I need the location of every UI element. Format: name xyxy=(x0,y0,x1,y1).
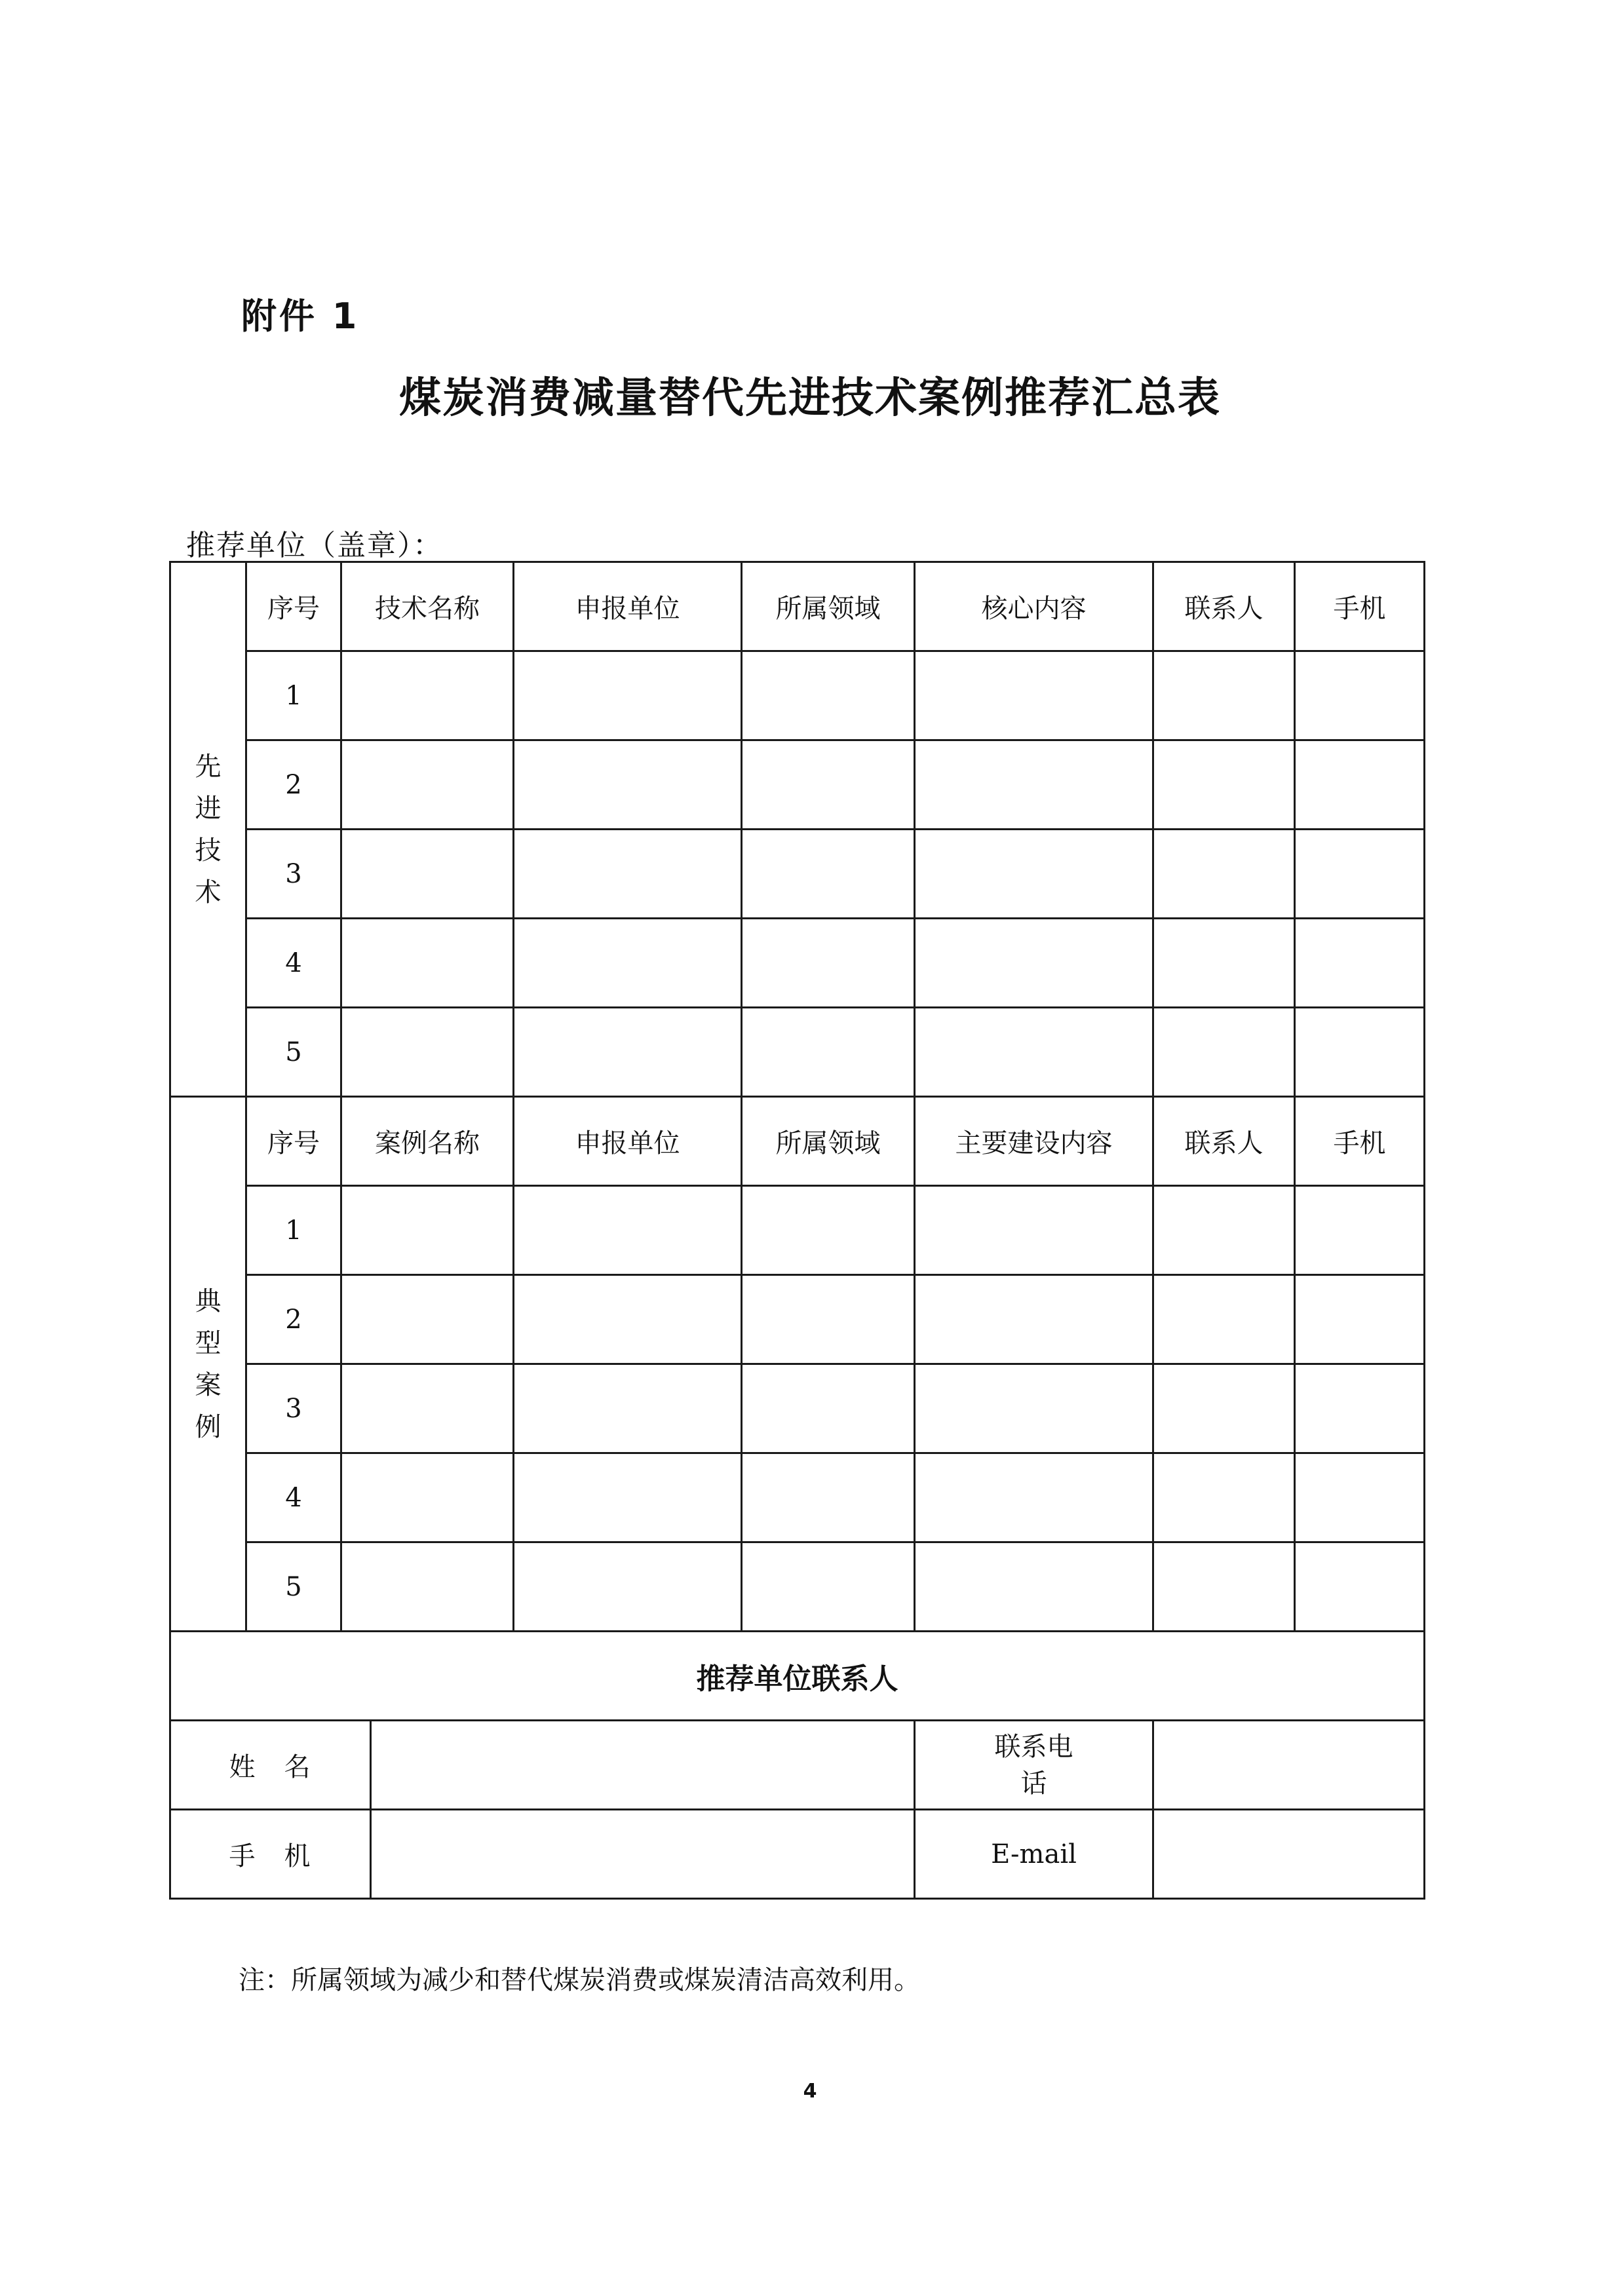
case-header-applicant: 申报单位 xyxy=(514,1097,742,1186)
table-cell xyxy=(514,740,742,830)
case-row xyxy=(170,1186,1425,1275)
table-cell xyxy=(1295,1453,1425,1542)
table-cell xyxy=(514,919,742,1008)
case-row-index: 3 xyxy=(246,1364,341,1453)
table-cell xyxy=(742,740,915,830)
tech-row-index: 3 xyxy=(246,830,341,919)
table-cell xyxy=(341,1453,514,1542)
table-cell xyxy=(742,1542,915,1632)
case-row xyxy=(170,1364,1425,1453)
table-cell xyxy=(742,830,915,919)
table-cell xyxy=(1153,919,1295,1008)
table-cell xyxy=(1153,740,1295,830)
summary-table xyxy=(169,561,1425,1900)
table-cell xyxy=(915,919,1153,1008)
table-cell xyxy=(742,1008,915,1097)
table-cell xyxy=(514,651,742,740)
case-header-mobile: 手机 xyxy=(1295,1097,1425,1186)
case-row-index: 5 xyxy=(246,1542,341,1632)
table-cell xyxy=(742,651,915,740)
table-cell xyxy=(742,1275,915,1364)
table-cell xyxy=(341,1275,514,1364)
table-cell xyxy=(742,1453,915,1542)
table-cell xyxy=(341,1364,514,1453)
table-cell xyxy=(742,1186,915,1275)
page-number: 4 xyxy=(803,2080,817,2103)
case-row xyxy=(170,1542,1425,1632)
table-cell xyxy=(915,830,1153,919)
table-cell xyxy=(514,830,742,919)
tech-row xyxy=(170,1008,1425,1097)
contact-title-row xyxy=(170,1632,1425,1721)
tech-header-field: 所属领域 xyxy=(742,562,915,651)
recommending-unit-label: 推荐单位（盖章）： xyxy=(186,529,443,562)
contact-name-value xyxy=(371,1721,915,1810)
tech-row-index: 5 xyxy=(246,1008,341,1097)
table-cell xyxy=(915,1275,1153,1364)
table-cell xyxy=(514,1364,742,1453)
table-cell xyxy=(341,919,514,1008)
case-header-contact: 联系人 xyxy=(1153,1097,1295,1186)
table-cell xyxy=(514,1453,742,1542)
table-cell xyxy=(1295,740,1425,830)
table-cell xyxy=(1153,1542,1295,1632)
tech-header-core-content: 核心内容 xyxy=(915,562,1153,651)
table-cell xyxy=(1153,1275,1295,1364)
tech-row xyxy=(170,651,1425,740)
table-cell xyxy=(915,740,1153,830)
page-title: 煤炭消费减量替代先进技术案例推荐汇总表 xyxy=(399,373,1221,423)
case-row xyxy=(170,1453,1425,1542)
table-cell xyxy=(1153,1453,1295,1542)
contact-phone-value xyxy=(1153,1721,1425,1810)
table-cell xyxy=(514,1008,742,1097)
table-cell xyxy=(915,1542,1153,1632)
contact-email-value xyxy=(1153,1810,1425,1899)
contact-row-mobile xyxy=(170,1810,1425,1899)
tech-header-mobile: 手机 xyxy=(1295,562,1425,651)
table-cell xyxy=(1153,830,1295,919)
tech-header-applicant: 申报单位 xyxy=(514,562,742,651)
table-cell xyxy=(1295,651,1425,740)
case-row-index: 4 xyxy=(246,1453,341,1542)
table-cell xyxy=(1295,830,1425,919)
table-cell xyxy=(341,740,514,830)
footnote: 注：所属领域为减少和替代煤炭消费或煤炭清洁高效利用。 xyxy=(239,1965,920,1995)
table-cell xyxy=(514,1542,742,1632)
table-cell xyxy=(915,651,1153,740)
tech-row-index: 2 xyxy=(246,740,341,830)
table-cell xyxy=(1153,1364,1295,1453)
table-cell xyxy=(1295,1364,1425,1453)
case-row-index: 2 xyxy=(246,1275,341,1364)
case-header-row xyxy=(170,1097,1425,1186)
table-cell xyxy=(1153,1008,1295,1097)
tech-header-name: 技术名称 xyxy=(341,562,514,651)
table-cell xyxy=(915,1453,1153,1542)
case-header-index: 序号 xyxy=(246,1097,341,1186)
contact-name-label: 姓 名 xyxy=(170,1721,371,1810)
tech-header-index: 序号 xyxy=(246,562,341,651)
tech-row xyxy=(170,740,1425,830)
case-row-index: 1 xyxy=(246,1186,341,1275)
tech-row-index: 1 xyxy=(246,651,341,740)
table-cell xyxy=(1153,651,1295,740)
table-cell xyxy=(341,1542,514,1632)
table-cell xyxy=(742,1364,915,1453)
table-cell xyxy=(1153,1186,1295,1275)
table-cell xyxy=(514,1275,742,1364)
contact-phone-label: 联系电 话 xyxy=(915,1721,1153,1810)
attachment-label: 附件 1 xyxy=(241,296,360,337)
contact-mobile-label: 手 机 xyxy=(170,1810,371,1899)
table-cell xyxy=(1295,1186,1425,1275)
table-cell xyxy=(1295,919,1425,1008)
case-row xyxy=(170,1275,1425,1364)
tech-section-label: 先 进 技 术 xyxy=(170,562,246,1097)
contact-section-title: 推荐单位联系人 xyxy=(170,1632,1425,1721)
table-cell xyxy=(915,1364,1153,1453)
table-cell xyxy=(341,651,514,740)
table-cell xyxy=(1295,1008,1425,1097)
tech-row xyxy=(170,830,1425,919)
table-cell xyxy=(514,1186,742,1275)
case-header-name: 案例名称 xyxy=(341,1097,514,1186)
table-cell xyxy=(915,1186,1153,1275)
table-cell xyxy=(341,1008,514,1097)
table-cell xyxy=(1295,1542,1425,1632)
case-header-field: 所属领域 xyxy=(742,1097,915,1186)
table-cell xyxy=(1295,1275,1425,1364)
table-cell xyxy=(915,1008,1153,1097)
contact-mobile-value xyxy=(371,1810,915,1899)
tech-row-index: 4 xyxy=(246,919,341,1008)
case-section-label: 典 型 案 例 xyxy=(170,1097,246,1632)
tech-header-contact: 联系人 xyxy=(1153,562,1295,651)
tech-row xyxy=(170,919,1425,1008)
case-header-main-content: 主要建设内容 xyxy=(915,1097,1153,1186)
contact-email-label: E-mail xyxy=(915,1810,1153,1899)
table-cell xyxy=(341,1186,514,1275)
tech-header-row xyxy=(170,562,1425,651)
table-cell xyxy=(341,830,514,919)
contact-row-name xyxy=(170,1721,1425,1810)
table-cell xyxy=(742,919,915,1008)
